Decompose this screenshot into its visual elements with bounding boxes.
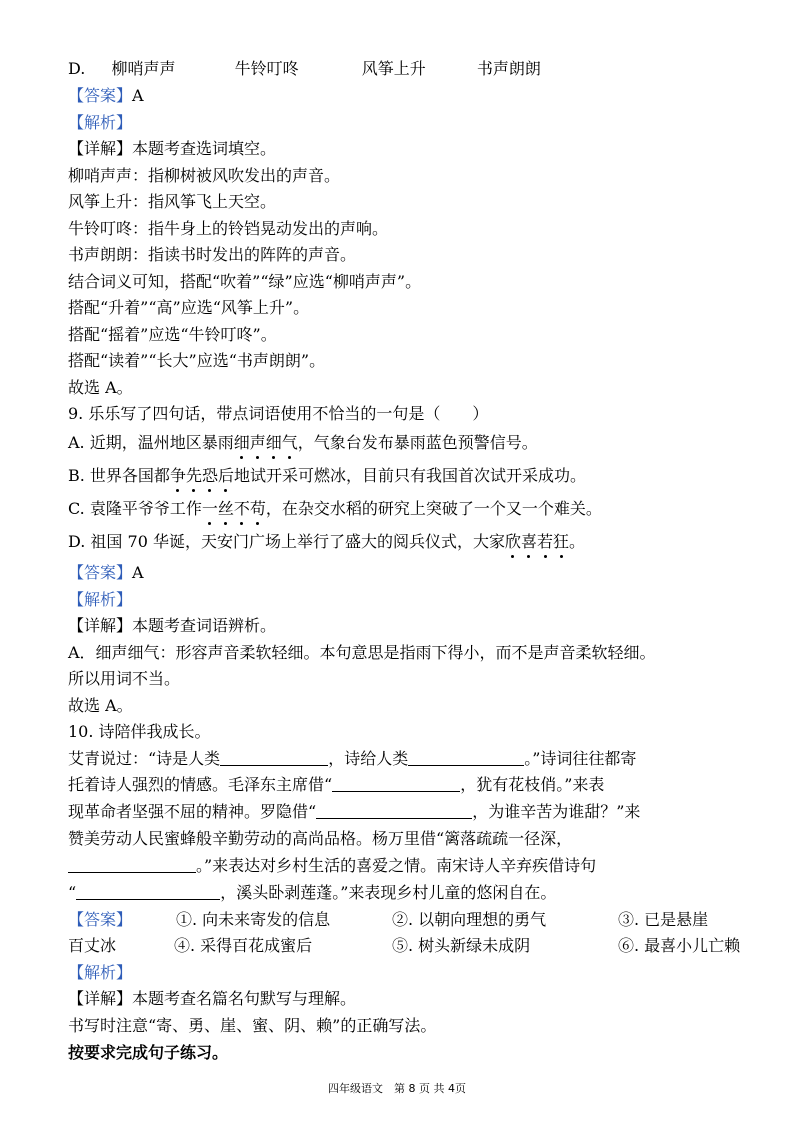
q8-explanation-8: 搭配“读着”“长大”应选“书声朗朗”。: [68, 351, 326, 370]
emphasis-dot-char: 丝: [217, 499, 234, 518]
q8-detail-tag: 【详解】: [68, 139, 133, 158]
q8-explanation-3: 牛铃叮咚：指牛身上的铃铛晃动发出的声响。: [68, 219, 389, 238]
q10-paragraph-line-3: 现革命者坚强不屈的精神。罗隐借“ ，为谁辛苦为谁甜？”来: [68, 802, 641, 821]
q10-answer-6: ⑥. 最喜小儿亡赖: [618, 936, 741, 955]
page-footer: 四年级语文 第 8 页 共 4页: [328, 1082, 466, 1095]
q8-explanation-6: 搭配“升着”“高”应选“风筝上升”。: [68, 298, 310, 317]
q8-option-d-word-1: 柳哨声声: [111, 59, 176, 78]
q9-detail: [68, 615, 276, 637]
emphasis-dot-char: 狂: [553, 532, 570, 551]
q10-paragraph-line-6: “ ，溪头卧剥莲蓬。”来表现乡村儿童的悠闲自在。: [68, 883, 557, 902]
emphasis-dot-char: 先: [185, 466, 202, 485]
q9-option-c: C. 袁隆平爷爷工作一丝不苟，在杂交水稻的研究上突破了一个又一个难关。: [68, 499, 602, 518]
q9-detail-intro: 本题考查词语辨析。: [132, 616, 277, 635]
q10-answer-3: ③. 已是悬崖: [618, 910, 709, 929]
q10-analysis-tag: 【解析】: [68, 963, 133, 982]
q10-answer-line-1: [68, 909, 708, 931]
emphasis-dot-char: 一: [201, 499, 218, 518]
q8-option-d-word-4: 书声朗朗: [476, 59, 541, 78]
q10-stem: 10. 诗陪伴我成长。: [68, 722, 211, 741]
q10-answer-2: ②. 以朝向理想的勇气: [392, 910, 547, 929]
q10-blank-6: [76, 883, 220, 900]
q10-paragraph-line-4: 赞美劳动人民蜜蜂般辛勤劳动的高尚品格。杨万里借“篱落疏疏一径深，: [68, 829, 573, 848]
q9-option-b-dotted-word: [170, 466, 234, 485]
q10-note: 书写时注意“寄、勇、崖、蜜、阴、赖”的正确写法。: [68, 1016, 437, 1035]
q10-paragraph-line-5: 。”来表达对乡村生活的喜爱之情。南宋诗人辛弃疾借诗句: [68, 855, 596, 877]
emphasis-dot-char: 声: [249, 433, 266, 452]
q8-analysis-tag: 【解析】: [68, 113, 133, 132]
q10-paragraph-line-2: 托着诗人强烈的情感。毛泽东主席借“ ，犹有花枝俏。”来表: [68, 775, 605, 794]
q8-answer-tag: 【答案】: [68, 86, 133, 105]
emphasis-dot-char: 喜: [520, 532, 537, 551]
emphasis-dot-char: 细: [265, 433, 282, 452]
q10-paragraph-line-1: 艾青说过：“诗是人类 ，诗给人类 。”诗词往往都寄: [68, 749, 637, 768]
q8-option-d-word-3: 风筝上升: [361, 59, 426, 78]
q10-blank-1: [220, 749, 328, 766]
emphasis-dot-char: 后: [217, 466, 234, 485]
q8-explanation-5: 结合词义可知，搭配“吹着”“绿”应选“柳哨声声”。: [68, 272, 422, 291]
q9-explanation-2: 所以用词不当。: [68, 669, 181, 688]
q8-detail-intro: 本题考查选词填空。: [132, 139, 277, 158]
q9-answer-tag: 【答案】: [68, 563, 133, 582]
q8-option-d-label: D.: [68, 59, 86, 78]
q8-explanation-1: 柳哨声声：指柳树被风吹发出的声音。: [68, 166, 341, 185]
q9-option-c-dotted-word: [202, 499, 266, 518]
emphasis-dot-char: 欣: [504, 532, 521, 551]
emphasis-dot-char: 不: [233, 499, 250, 518]
q8-detail: [68, 138, 276, 160]
emphasis-dot-char: 若: [537, 532, 554, 551]
q9-detail-tag: 【详解】: [68, 616, 133, 635]
q9-option-a-dotted-word: [234, 433, 298, 452]
q10-answer-4: ④. 采得百花成蜜后: [174, 936, 313, 955]
q10-answer-5: ⑤. 树头新绿未成阴: [392, 936, 531, 955]
q8-explanation-9: 故选 A。: [68, 378, 133, 397]
q10-answer-3-continued: 百丈冰: [68, 936, 117, 955]
q10-blank-4: [316, 802, 472, 819]
q8-answer-value: A: [132, 86, 144, 105]
q10-detail: [68, 988, 356, 1010]
emphasis-dot-char: 恐: [201, 466, 218, 485]
q9-option-d-dotted-word: [505, 532, 569, 551]
q9-answer: [68, 562, 144, 584]
emphasis-dot-char: 争: [169, 466, 186, 485]
q10-blank-2: [408, 749, 524, 766]
q8-explanation-7: 搭配“摇着”应选“牛铃叮咚”。: [68, 325, 277, 344]
q8-option-d: [68, 58, 541, 80]
q10-blank-3: [332, 775, 460, 792]
section-heading: 按要求完成句子练习。: [68, 1043, 229, 1062]
q10-blank-5: [68, 856, 196, 873]
emphasis-dot-char: 细: [233, 433, 250, 452]
q9-stem: 9. 乐乐写了四句话，带点词语使用不恰当的一句是（ ）: [68, 404, 489, 423]
q9-option-a: A. 近期，温州地区暴雨细声细气，气象台发布暴雨蓝色预警信号。: [68, 433, 538, 452]
q9-option-d: D. 祖国 70 华诞，天安门广场上举行了盛大的阅兵仪式，大家欣喜若狂。: [68, 532, 586, 551]
q8-explanation-4: 书声朗朗：指读书时发出的阵阵的声音。: [68, 245, 357, 264]
q9-analysis-tag: 【解析】: [68, 590, 133, 609]
q10-detail-intro: 本题考查名篇名句默写与理解。: [132, 989, 357, 1008]
q9-conclusion: 故选 A。: [68, 696, 133, 715]
q8-option-d-word-2: 牛铃叮咚: [234, 59, 299, 78]
q8-explanation-2: 风筝上升：指风筝飞上天空。: [68, 192, 277, 211]
q9-answer-value: A: [132, 563, 144, 582]
emphasis-dot-char: 气: [281, 433, 298, 452]
q10-answer-1: ①. 向未来寄发的信息: [176, 910, 331, 929]
q9-option-b: B. 世界各国都争先恐后地试开采可燃冰，目前只有我国首次试开采成功。: [68, 466, 587, 485]
emphasis-dot-char: 苟: [249, 499, 266, 518]
q10-detail-tag: 【详解】: [68, 989, 133, 1008]
q10-answer-tag: 【答案】: [68, 910, 133, 929]
q8-answer: [68, 85, 144, 107]
q9-explanation-1: A．细声细气：形容声音柔软轻细。本句意思是指雨下得小，而不是声音柔软轻细。: [68, 643, 656, 662]
q10-answer-line-2: [68, 935, 740, 957]
